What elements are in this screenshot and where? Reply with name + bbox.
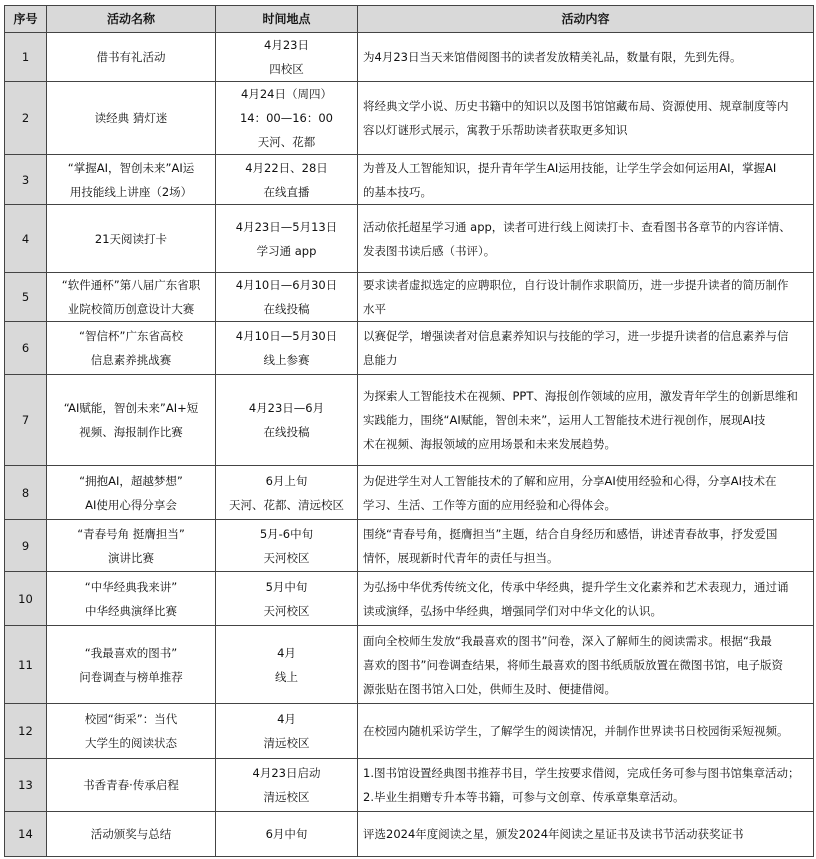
cell-name: [47, 82, 216, 155]
header-seq: 序号: [5, 6, 47, 33]
cell-name-line: 21天阅读打卡: [94, 231, 168, 246]
cell-seq: 8: [5, 466, 47, 520]
cell-time-place: [216, 205, 358, 273]
cell-seq: 10: [5, 572, 47, 626]
cell-name-line: “拥抱AI，超越梦想”: [79, 473, 183, 488]
cell-seq: 6: [5, 322, 47, 375]
cell-time-place-line: 4月23日: [264, 38, 309, 52]
cell-time-place-line: 5月-6中旬: [259, 526, 314, 541]
header-name: 活动名称: [47, 6, 216, 33]
cell-seq: 9: [5, 520, 47, 572]
cell-time-place-line: 在线投稿: [263, 425, 310, 439]
cell-content: [358, 466, 814, 520]
cell-name-line: “中华经典我来讲”: [84, 579, 178, 594]
cell-content: [358, 704, 814, 759]
table-row: [5, 155, 814, 205]
cell-content-line: 在校园内随机采访学生，了解学生的阅读情况，并制作世界读书日校园街采短视频。: [363, 724, 789, 738]
cell-time-place: [216, 375, 358, 466]
cell-name-line: “青春号角 挺膺担当”: [77, 526, 185, 541]
cell-seq: 14: [5, 812, 47, 857]
cell-content-line: 学习、生活、工作等方面的应用经验和心得体会。: [363, 497, 616, 512]
cell-name-line: 活动颁奖与总结: [90, 827, 172, 841]
cell-time-place: [216, 82, 358, 155]
cell-content-line: 容以灯谜形式展示，寓教于乐帮助读者获取更多知识: [363, 123, 628, 137]
cell-name: [47, 520, 216, 572]
cell-content: [358, 812, 814, 857]
cell-content-line: 为探索人工智能技术在视频、PPT、海报创作领域的应用，激发青年学生的创新思维和: [363, 389, 798, 403]
cell-content-line: 喜欢的图书”问卷调查结果，将师生最喜欢的图书纸质版放置在微图书馆，电子版资: [363, 657, 783, 672]
cell-content-line: 1.图书馆设置经典图书推荐书目，学生按要求借阅，完成任务可参与图书馆集章活动；: [363, 766, 800, 780]
cell-name-line: 读经典 猜灯迷: [94, 111, 168, 125]
cell-content: [358, 33, 814, 82]
cell-seq: 13: [5, 759, 47, 812]
cell-time-place: [216, 520, 358, 572]
cell-time-place-line: 5月中旬: [265, 579, 308, 594]
cell-content-line: 为弘扬中华优秀传统文化，传承中华经典，提升学生文化素养和艺术表现力，通过诵: [363, 579, 789, 594]
cell-name: [47, 626, 216, 704]
cell-seq: 5: [5, 273, 47, 322]
cell-name-line: 校园“街采”：当代: [84, 712, 178, 726]
cell-time-place: [216, 466, 358, 520]
cell-name: [47, 572, 216, 626]
cell-time-place-line: 清远校区: [263, 736, 310, 750]
cell-content-line: 情怀，展现新时代青年的责任与担当。: [363, 550, 559, 565]
table-row: [5, 466, 814, 520]
cell-time-place-line: 线上: [275, 669, 298, 684]
cell-time-place-line: 4月: [277, 712, 296, 726]
cell-time-place: [216, 155, 358, 205]
cell-content-line: 评选2024年度阅读之星，颁发2024年阅读之星证书及读书节活动获奖证书: [363, 827, 744, 841]
cell-name-line: “掌握AI，智创未来”AI运: [67, 160, 195, 175]
header-content: 活动内容: [358, 6, 814, 33]
cell-time-place: [216, 273, 358, 322]
cell-content-line: 读或演绎，弘扬中华经典，增强同学们对中华文化的认识。: [363, 603, 662, 618]
cell-name: [47, 322, 216, 375]
table-header-row: [5, 6, 814, 33]
cell-time-place-line: 4月24日（周四）: [241, 87, 332, 101]
cell-seq: 7: [5, 375, 47, 466]
cell-name: [47, 375, 216, 466]
cell-name-line: “AI赋能，智创未来”AI+短: [63, 401, 199, 415]
cell-name-line: AI使用心得分享会: [85, 497, 177, 512]
cell-seq: 12: [5, 704, 47, 759]
cell-time-place-line: 4月23日—5月13日: [235, 219, 338, 234]
cell-content-line: 为促进学生对人工智能技术的了解和应用，分享AI使用经验和心得，分享AI技术在: [363, 473, 777, 488]
cell-content: [358, 273, 814, 322]
cell-content: [358, 520, 814, 572]
cell-name-line: 问卷调查与榜单推荐: [79, 669, 183, 684]
cell-seq: 11: [5, 626, 47, 704]
cell-name: [47, 155, 216, 205]
cell-name: [47, 704, 216, 759]
cell-name: [47, 812, 216, 857]
cell-time-place-line: 天河校区: [263, 603, 310, 618]
cell-content: [358, 759, 814, 812]
cell-content-line: 要求读者虚拟选定的应聘职位，自行设计制作求职简历，进一步提升读者的简历制作: [363, 278, 789, 292]
cell-content-line: 术在视频、海报领域的应用场景和未来发展趋势。: [363, 437, 616, 451]
cell-content: [358, 155, 814, 205]
cell-content: [358, 205, 814, 273]
cell-name-line: 借书有礼活动: [96, 50, 166, 64]
table-row: [5, 375, 814, 466]
cell-time-place: [216, 626, 358, 704]
cell-time-place-line: 6月上旬: [265, 473, 308, 488]
cell-time-place: [216, 33, 358, 82]
cell-content: [358, 626, 814, 704]
cell-time-place-line: 14：00—16：00: [239, 111, 334, 125]
activity-table: [4, 5, 814, 857]
cell-seq: 2: [5, 82, 47, 155]
table-row: [5, 273, 814, 322]
cell-content-line: 源张贴在图书馆入口处，供师生及时、便捷借阅。: [363, 681, 616, 696]
cell-name-line: “智信杯”广东省高校: [79, 329, 183, 343]
cell-time-place-line: 线上参赛: [263, 353, 310, 367]
cell-time-place-line: 四校区: [269, 62, 304, 76]
cell-name-line: “软件通杯”第八届广东省职: [61, 278, 201, 292]
cell-time-place-line: 在线投稿: [263, 302, 310, 316]
cell-content-line: 为普及人工智能知识，提升青年学生AI运用技能，让学生学会如何运用AI，掌握AI: [363, 160, 777, 175]
table-row: [5, 33, 814, 82]
cell-time-place-line: 4月23日启动: [252, 766, 321, 780]
cell-name-line: 书香青春·传承启程: [83, 778, 179, 792]
table-row: [5, 572, 814, 626]
table-row: [5, 704, 814, 759]
table-row: [5, 759, 814, 812]
cell-name: [47, 205, 216, 273]
cell-time-place: [216, 704, 358, 759]
cell-time-place-line: 4月: [277, 645, 296, 660]
cell-name-line: 中华经典演绎比赛: [85, 603, 177, 618]
cell-name-line: 用技能线上讲座（2场）: [69, 184, 193, 199]
cell-content-line: 息能力: [363, 353, 398, 367]
cell-name: [47, 273, 216, 322]
cell-content: [358, 82, 814, 155]
cell-time-place: [216, 812, 358, 857]
table-row: [5, 322, 814, 375]
cell-name-line: 视频、海报制作比赛: [79, 425, 183, 439]
cell-content-line: 活动依托超星学习通 app，读者可进行线上阅读打卡、查看图书各章节的内容详情、: [363, 219, 791, 234]
cell-time-place-line: 4月22日、28日: [245, 160, 328, 175]
table-row: [5, 626, 814, 704]
cell-name-line: “我最喜欢的图书”: [84, 645, 178, 660]
cell-name-line: 演讲比赛: [108, 550, 154, 565]
cell-content-line: 水平: [363, 302, 386, 316]
cell-time-place-line: 天河校区: [263, 550, 310, 565]
cell-time-place-line: 在线直播: [263, 184, 310, 199]
cell-time-place: [216, 572, 358, 626]
cell-content-line: 2.毕业生捐赠专升本等书籍，可参与文创章、传承章集章活动。: [363, 790, 685, 804]
cell-time-place-line: 6月中旬: [265, 827, 308, 841]
cell-seq: 4: [5, 205, 47, 273]
cell-content-line: 围绕“青春号角，挺膺担当”主题，结合自身经历和感悟，讲述青春故事，抒发爱国: [363, 526, 778, 541]
cell-content-line: 实践能力，围绕“AI赋能，智创未来”，运用人工智能技术进行视创作，展现AI技: [363, 413, 766, 427]
cell-content-line: 将经典文学小说、历史书籍中的知识以及图书馆馆藏布局、资源使用、规章制度等内: [363, 99, 789, 113]
header-time-place: 时间地点: [216, 6, 358, 33]
cell-content: [358, 375, 814, 466]
cell-time-place: [216, 759, 358, 812]
cell-content: [358, 572, 814, 626]
cell-time-place-line: 学习通 app: [256, 243, 317, 258]
table-row: [5, 82, 814, 155]
cell-time-place-line: 4月10日—6月30日: [235, 278, 338, 292]
cell-time-place-line: 4月23日—6月: [248, 401, 325, 415]
cell-time-place-line: 4月10日—5月30日: [235, 329, 338, 343]
cell-content-line: 发表图书读后感（书评）。: [363, 243, 496, 258]
cell-name-line: 信息素养挑战赛: [90, 353, 172, 367]
table-row: [5, 205, 814, 273]
cell-content-line: 为4月23日当天来馆借阅图书的读者发放精美礼品，数量有限，先到先得。: [363, 50, 742, 64]
cell-time-place-line: 天河、花都: [257, 135, 316, 149]
cell-time-place-line: 清远校区: [263, 790, 310, 804]
cell-name: [47, 33, 216, 82]
table-row: [5, 812, 814, 857]
cell-seq: 1: [5, 33, 47, 82]
cell-time-place-line: 天河、花都、清远校区: [229, 497, 344, 512]
table-row: [5, 520, 814, 572]
cell-name-line: 业院校简历创意设计大赛: [67, 302, 195, 316]
cell-content: [358, 322, 814, 375]
cell-content-line: 的基本技巧。: [363, 184, 432, 199]
cell-seq: 3: [5, 155, 47, 205]
cell-content-line: 面向全校师生发放“我最喜欢的图书”问卷，深入了解师生的阅读需求。根据“我最: [363, 633, 772, 648]
cell-time-place: [216, 322, 358, 375]
cell-name-line: 大学生的阅读状态: [85, 736, 177, 750]
cell-content-line: 以赛促学，增强读者对信息素养知识与技能的学习，进一步提升读者的信息素养与信: [363, 329, 789, 343]
cell-name: [47, 466, 216, 520]
cell-name: [47, 759, 216, 812]
